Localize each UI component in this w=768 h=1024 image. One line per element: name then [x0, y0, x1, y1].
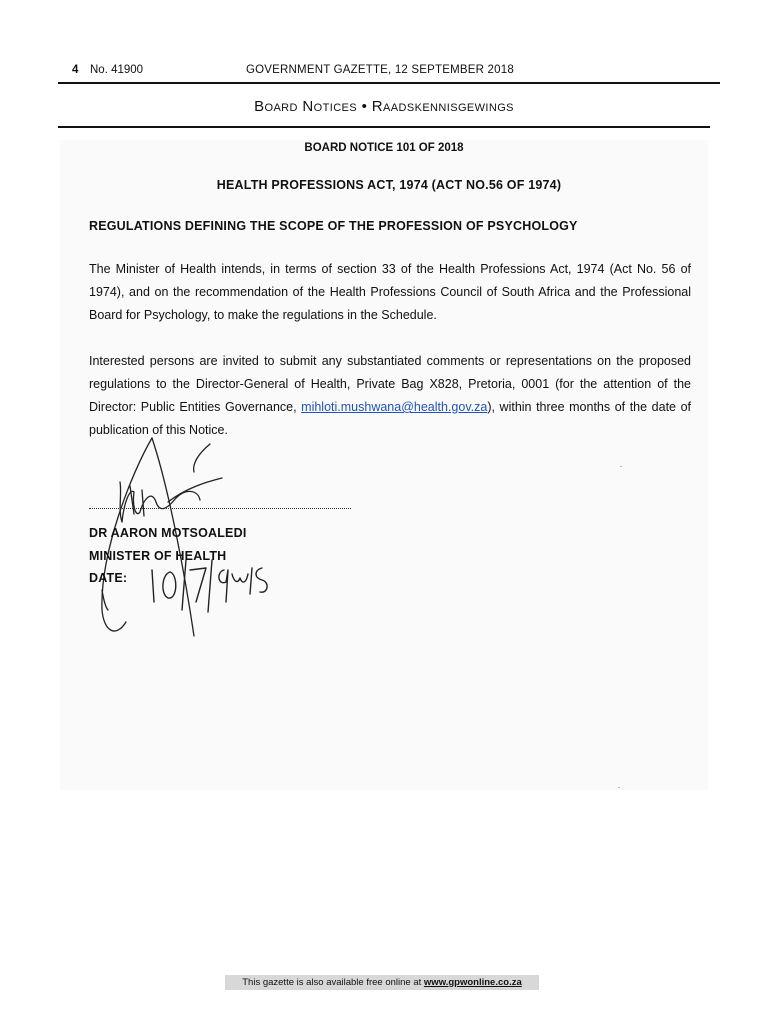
signatory-title: MINISTER OF HEALTH [89, 549, 227, 563]
section-rule [58, 126, 710, 128]
comments-text-start: Interested persons are invited to submit any substantiated comments or representations on the proposed regulations to the Director-General of Health, Private Bag X828, Pretoria, 0001 (for the attention of the Director: Public Entities Governance, [89, 354, 691, 414]
notice-paragraph-comments [89, 350, 691, 442]
section-title: Board Notices • Raadskennisgewings [254, 98, 514, 115]
act-title: HEALTH PROFESSIONS ACT, 1974 (ACT NO.56 OF 1974) [216, 178, 562, 192]
regulation-title: REGULATIONS DEFINING THE SCOPE OF THE PROFESSION OF PSYCHOLOGY [89, 219, 578, 233]
gazette-header [58, 64, 718, 80]
scan-speck [620, 466, 622, 467]
notice-number: BOARD NOTICE 101 OF 2018 [304, 142, 464, 154]
scan-speck [618, 787, 620, 788]
header-rule [58, 82, 720, 84]
page-number: 4 [72, 64, 79, 76]
gazette-title: GOVERNMENT GAZETTE, 12 SEPTEMBER 2018 [246, 64, 514, 76]
issue-number: No. 41900 [90, 64, 144, 76]
notice-paragraph-intent: The Minister of Health intends, in terms of section 33 of the Health Professions Act, 1974 (Act No. 56 of 1974), and on the recommendation of the Health Professions Council of South Africa and the Professional Board for Psychology, to make the regulations in the Schedule. [89, 262, 691, 322]
footer-banner [225, 975, 539, 990]
signature-line [89, 508, 351, 509]
handwritten-date-strokes [152, 560, 267, 612]
signatory-name: DR AARON MOTSOALEDI [89, 526, 247, 540]
email-link[interactable]: mihloti.mushwana@health.gov.za [301, 400, 488, 414]
date-label: DATE: [89, 571, 128, 585]
footer-link[interactable]: www.gpwonline.co.za [423, 977, 522, 988]
footer-text: This gazette is also available free online at [242, 977, 424, 988]
comments-text-end: ), within three months of the date of publication of this Notice. [89, 400, 691, 437]
